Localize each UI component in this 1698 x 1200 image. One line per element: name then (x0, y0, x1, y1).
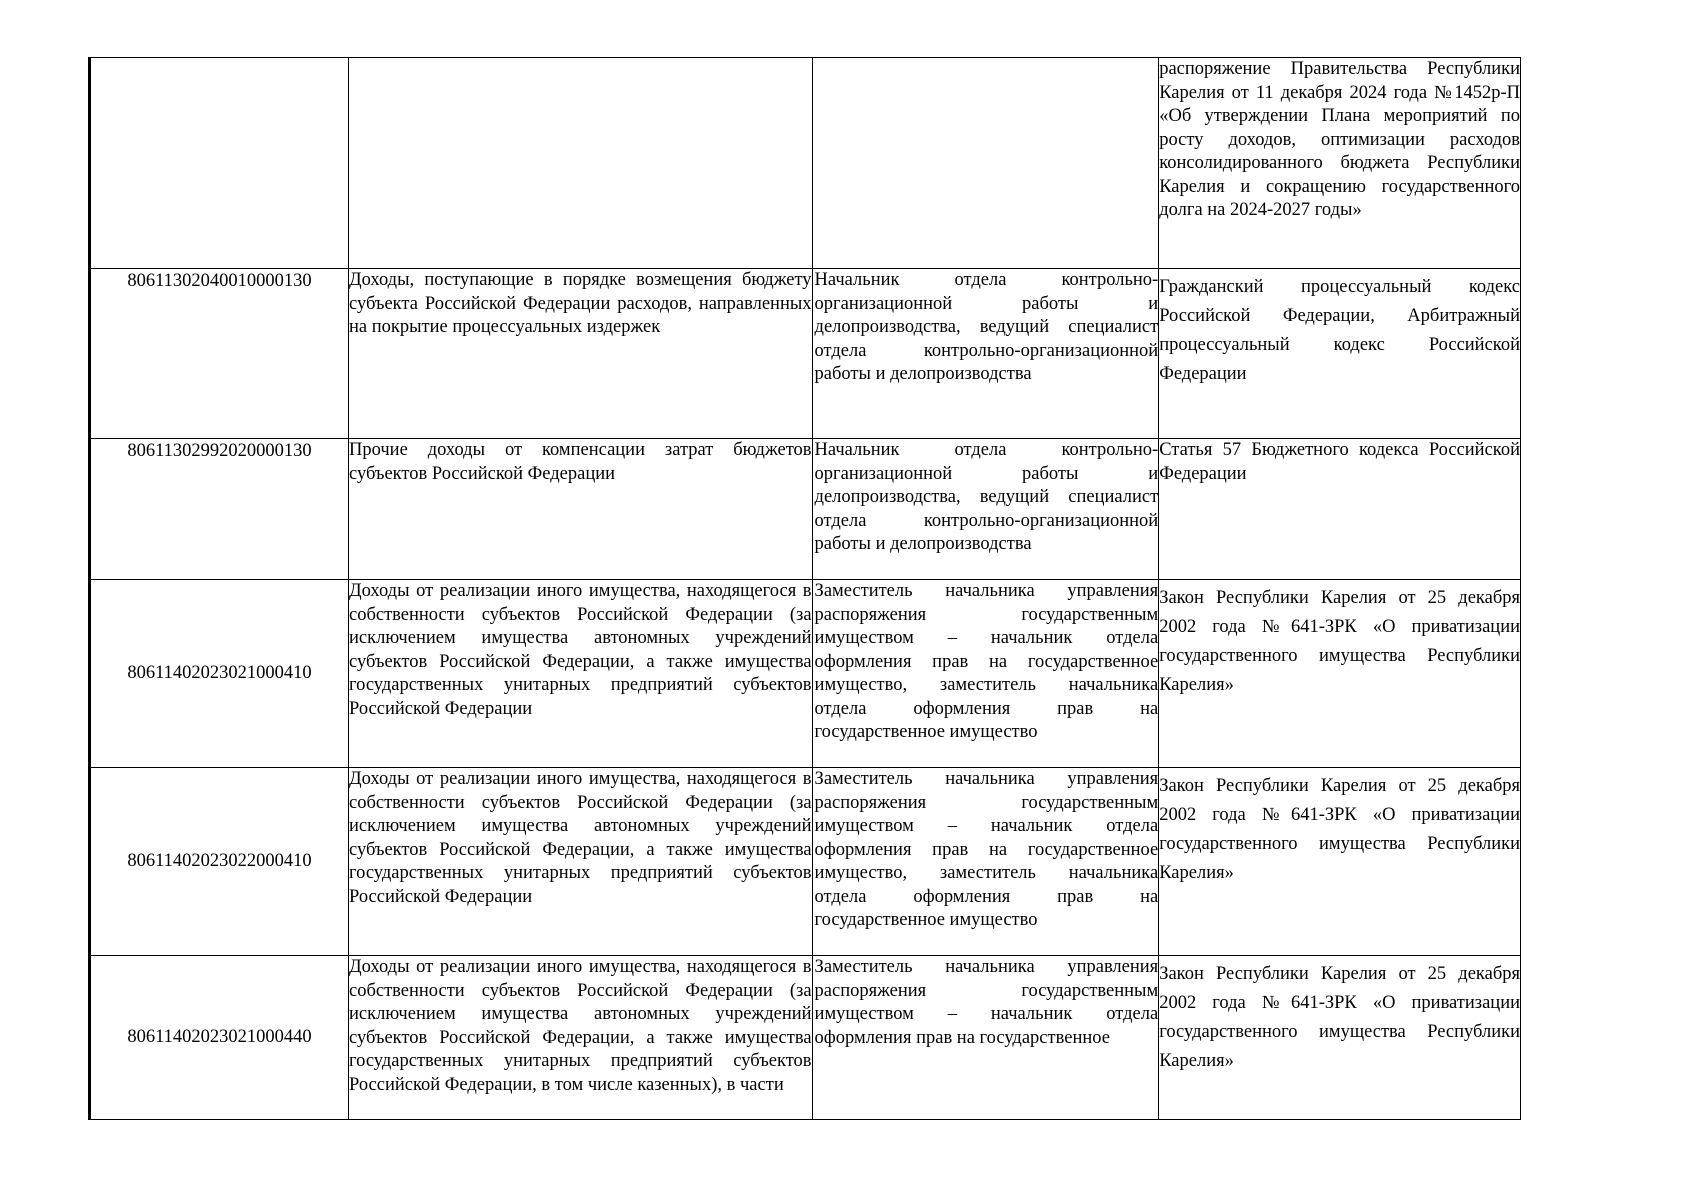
legal-basis-cell: распоряжение Правительства Республики Карелия от 11 декабря 2024 года №1452р-П «Об утверждении Плана мероприятий по росту доходов, оптимизации расходов консолидированного бюджета Республики Карелия и сокращению государственного долга на 2024-2027 годы» (1159, 58, 1521, 269)
table-row (90, 58, 1521, 269)
legal-basis-cell: Статья 57 Бюджетного кодекса Российской Федерации (1159, 439, 1521, 580)
revenue-description-cell: Доходы от реализации иного имущества, находящегося в собственности субъектов Российской Федерации (за исключением имущества автономных учреждений субъектов Российской Федерации, а также имущества государственных унитарных предприятий субъектов Российской Федерации, в том числе казенных), в части (348, 956, 812, 1120)
responsible-person-cell: Заместитель начальника управления распоряжения государственным имуществом – начальник отдела оформления прав на государственное имущество, заместитель начальника отдела оформления прав на государственное имущество (812, 768, 1159, 956)
responsible-person-cell: Заместитель начальника управления распоряжения государственным имуществом – начальник отдела оформления прав на государственное имущество, заместитель начальника отдела оформления прав на государственное имущество (812, 580, 1159, 768)
revenue-administrators-table (88, 57, 1521, 1120)
revenue-description-cell (348, 58, 812, 269)
revenue-description-cell: Доходы, поступающие в порядке возмещения бюджету субъекта Российской Федерации расходов, направленных на покрытие процессуальных издержек (348, 269, 812, 439)
revenue-description-cell: Доходы от реализации иного имущества, находящегося в собственности субъектов Российской Федерации (за исключением имущества автономных учреждений субъектов Российской Федерации, а также имущества государственных унитарных предприятий субъектов Российской Федерации (348, 580, 812, 768)
responsible-person-cell: Начальник отдела контрольно-организационной работы и делопроизводства, ведущий специалист отдела контрольно-организационной работы и делопроизводства (812, 439, 1159, 580)
table-row (90, 269, 1521, 439)
responsible-person-cell (812, 58, 1159, 269)
budget-code-cell (90, 58, 349, 269)
responsible-person-cell: Начальник отдела контрольно-организационной работы и делопроизводства, ведущий специалист отдела контрольно-организационной работы и делопроизводства (812, 269, 1159, 439)
table-row (90, 768, 1521, 956)
legal-basis-cell: Закон Республики Карелия от 25 декабря 2002 года №641-ЗРК «О приватизации государственного имущества Республики Карелия» (1159, 956, 1521, 1120)
revenue-description-cell: Доходы от реализации иного имущества, находящегося в собственности субъектов Российской Федерации (за исключением имущества автономных учреждений субъектов Российской Федерации, а также имущества государственных унитарных предприятий субъектов Российской Федерации (348, 768, 812, 956)
table-row (90, 439, 1521, 580)
budget-code-cell: 80611302992020000130 (90, 439, 349, 580)
revenue-description-cell: Прочие доходы от компенсации затрат бюджетов субъектов Российской Федерации (348, 439, 812, 580)
budget-code-cell: 80611402023022000410 (90, 768, 349, 956)
table-row (90, 580, 1521, 768)
budget-code-cell: 80611302040010000130 (90, 269, 349, 439)
table-row (90, 956, 1521, 1120)
responsible-person-cell: Заместитель начальника управления распоряжения государственным имуществом – начальник отдела оформления прав на государственное (812, 956, 1159, 1120)
budget-code-cell: 80611402023021000440 (90, 956, 349, 1120)
legal-basis-cell: Закон Республики Карелия от 25 декабря 2002 года №641-ЗРК «О приватизации государственного имущества Республики Карелия» (1159, 580, 1521, 768)
legal-basis-cell: Закон Республики Карелия от 25 декабря 2002 года №641-ЗРК «О приватизации государственного имущества Республики Карелия» (1159, 768, 1521, 956)
budget-code-cell: 80611402023021000410 (90, 580, 349, 768)
legal-basis-cell: Гражданский процессуальный кодекс Российской Федерации, Арбитражный процессуальный кодекс Российской Федерации (1159, 269, 1521, 439)
